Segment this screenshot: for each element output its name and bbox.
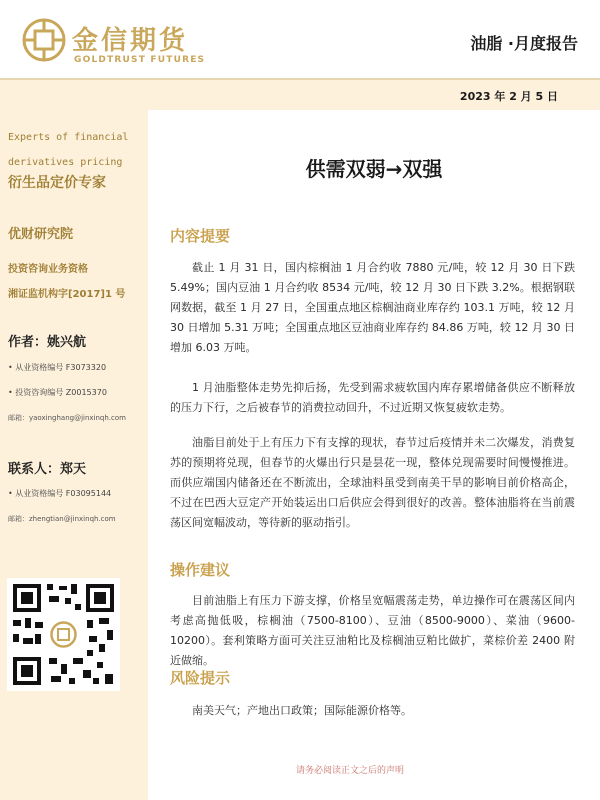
- brand-name-cn: 金信期货: [72, 26, 189, 56]
- contact-email: 邮箱：zhengtian@jinxinqh.com: [8, 515, 116, 523]
- sidebar: [0, 110, 148, 800]
- summary-paragraph-3: 油脂目前处于上有压力下有支撑的现状，春节过后疫情并未二次爆发，消费复苏的预期将兑现，但春节的火爆出行只是昙花一现，整体兑现需要时间慢慢推进。而供应端国内储备还在不断流出，全球油料虽受到南美干旱的影响目前价格高企，不过在巴西大豆定产开始装运出口后供应会得到很好的改善。整体油脂将在当前震荡区间宽幅波动，等待新的驱动指引。: [170, 436, 575, 529]
- footer-disclaimer: 请务必阅读正文之后的声明: [296, 766, 405, 776]
- advice-heading: 操作建议: [170, 561, 231, 579]
- risk-paragraph: 南美天气；产地出口政策；国际能源价格等。: [192, 704, 412, 717]
- advice-paragraph: 目前油脂上有压力下游支撑，价格呈宽幅震荡走势，单边操作可在震荡区间内考虑高抛低吸，棕榈油（7500-8100）、豆油（8500-9000）、菜油（9600-10200）。套利策略方面可关注豆油粕比及棕榈油豆粕比做扩，菜棕价差 2400 附近做缩。: [170, 594, 575, 667]
- report-type: 油脂 ·月度报告: [470, 34, 578, 53]
- summary-paragraph-1: 截止 1 月 31 日，国内棕榈油 1 月合约收 7880 元/吨，较 12 月 30 日下跌 5.49%；国内豆油 1 月合约收 8534 元/吨，较 12 月 30 日下跌 3.2%。根据钢联网数据，截至 1 月 27 日，全国重点地区棕榈油商业库存约 103.1 万吨，较 12 月 30 日增加 5.31 万吨；全国重点地区豆油商业库存约 84.86 万吨，较 12 月 30 日增加 6.03 万吨。: [170, 261, 575, 354]
- author-name: 作者：姚兴航: [8, 335, 87, 350]
- report-title: 供需双弱→双强: [305, 157, 443, 181]
- contact-name: 联系人：郑天: [8, 462, 87, 477]
- qr-code-icon: [7, 578, 120, 691]
- brand-name-en: GOLDTRUST FUTURES: [74, 55, 206, 65]
- contact-license: • 从业资格编号 F03095144: [8, 489, 112, 498]
- summary-heading: 内容提要: [170, 227, 231, 245]
- sidebar-institute: 优财研究院: [8, 227, 74, 242]
- author-license-1: • 从业资格编号 F3073320: [8, 363, 107, 372]
- sidebar-qualification: 投资咨询业务资格: [8, 264, 88, 275]
- goldtrust-logo-icon: [22, 18, 66, 62]
- sidebar-tagline-cn: 衍生品定价专家: [8, 175, 106, 191]
- sidebar-tagline-en: Experts of financial derivatives pricing: [8, 132, 129, 168]
- summary-paragraph-2: 1 月油脂整体走势先抑后扬，先受到需求疲软国内库存累增储备供应不断释放的压力下行，之后被春节的消费拉动回升，不过近期又恢复疲软走势。: [170, 381, 575, 414]
- report-date: 2023 年 2 月 5 日: [459, 90, 558, 103]
- author-license-2: • 投资咨询编号 Z0015370: [8, 388, 107, 397]
- sidebar-license-number: 湘证监机构字[2017]1 号: [8, 289, 126, 300]
- risk-heading: 风险提示: [170, 669, 231, 687]
- author-email: 邮箱：yaoxinghang@jinxinqh.com: [8, 414, 126, 422]
